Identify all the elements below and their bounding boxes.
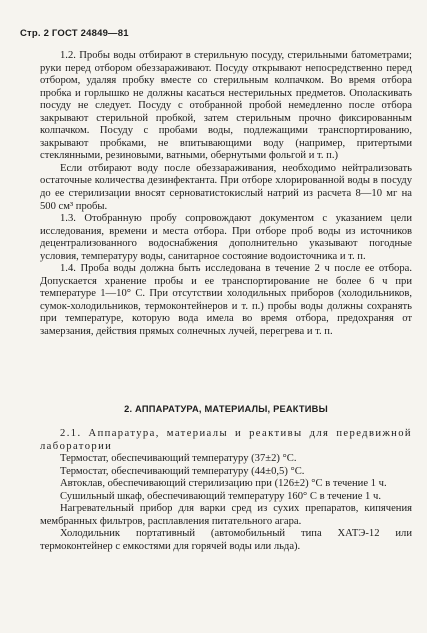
item-drying-cabinet: Сушильный шкаф, обеспечивающий температуру 160° С в течение 1 ч. [60,490,381,502]
paragraph-1-2: 1.2. Пробы воды отбирают в стерильную посуду, стерильными батометрами; руки перед отбором обеззараживают. Посуду открывают непосредственно перед отбором, удаляя пробку вместе со стерильным колпачком. Во время отбора пробка и горлышко не должны касаться нестерильных предметов. Ополаскивать посуду не следует. Посуду с отобранной пробой немедленно после отбора закрывают стерильной пробкой, затем стерильным прочно фиксированным колпачком. Посуду с пробами воды, подлежащими транспортированию, закрывают пробками, не впитывающими воду (например, притертыми стеклянными, резиновыми, ватными, обернутыми фольгой и т. п.) [40,50,412,162]
paragraph-1-3: 1.3. Отобранную пробу сопровождают документом с указанием цели исследования, времени и места отбора. При отборе проб воды из источников децентрализованного водоснабжения дополнительно указывают погодные условия, температуру воды, санитарное состояние водоисточника и т. п. [40,213,412,262]
item-heating-device: Нагревательный прибор для варки сред из сухих препаратов, кипячения мембранных фильтров, расплавления питательного агара. [40,503,412,527]
item-thermostat-44: Термостат, обеспечивающий температуру (44±0,5) °С. [60,465,305,477]
paragraph-1-4: 1.4. Проба воды должна быть исследована в течение 2 ч после ее отбора. Допускается хранение пробы и ее транспортирование не более 6 ч при температуре 1—10° С. При отсутствии холодильных приборов (холодильников, сумок-холодильников, термоконтейнеров и т. п.) пробы воды должны сохранять при температуре, которую вода имела во время отбора, предохраняя от замерзания, действия прямых солнечных лучей, перегрева и т. п. [40,263,412,338]
item-thermostat-37: Термостат, обеспечивающий температуру (37±2) °С. [60,453,297,465]
section-body [40,428,412,553]
paragraph-2-1: 2.1. Аппаратура, материалы и реактивы для передвижной лаборатории [40,428,412,452]
item-autoclave: Автоклав, обеспечивающий стерилизацию при (126±2) °С в течение 1 ч. [60,478,387,490]
section-title: 2. АППАРАТУРА, МАТЕРИАЛЫ, РЕАКТИВЫ [124,404,328,414]
paragraph-neutralization: Если отбирают воду после обеззараживания, необходимо нейтрализовать остаточные количества дезинфектанта. При отборе хлорированной воды в посуду до ее стерилизации вносят серноватистокислый натрий из расчета 8—10 мг на 500 см³ пробы. [40,162,412,212]
item-refrigerator: Холодильник портативный (автомобильный типа ХАТЭ-12 или термоконтейнер с емкостями для горячей воды или льда). [40,528,412,552]
page-header: Стр. 2 ГОСТ 24849—81 [20,28,129,39]
body-text [40,50,412,339]
